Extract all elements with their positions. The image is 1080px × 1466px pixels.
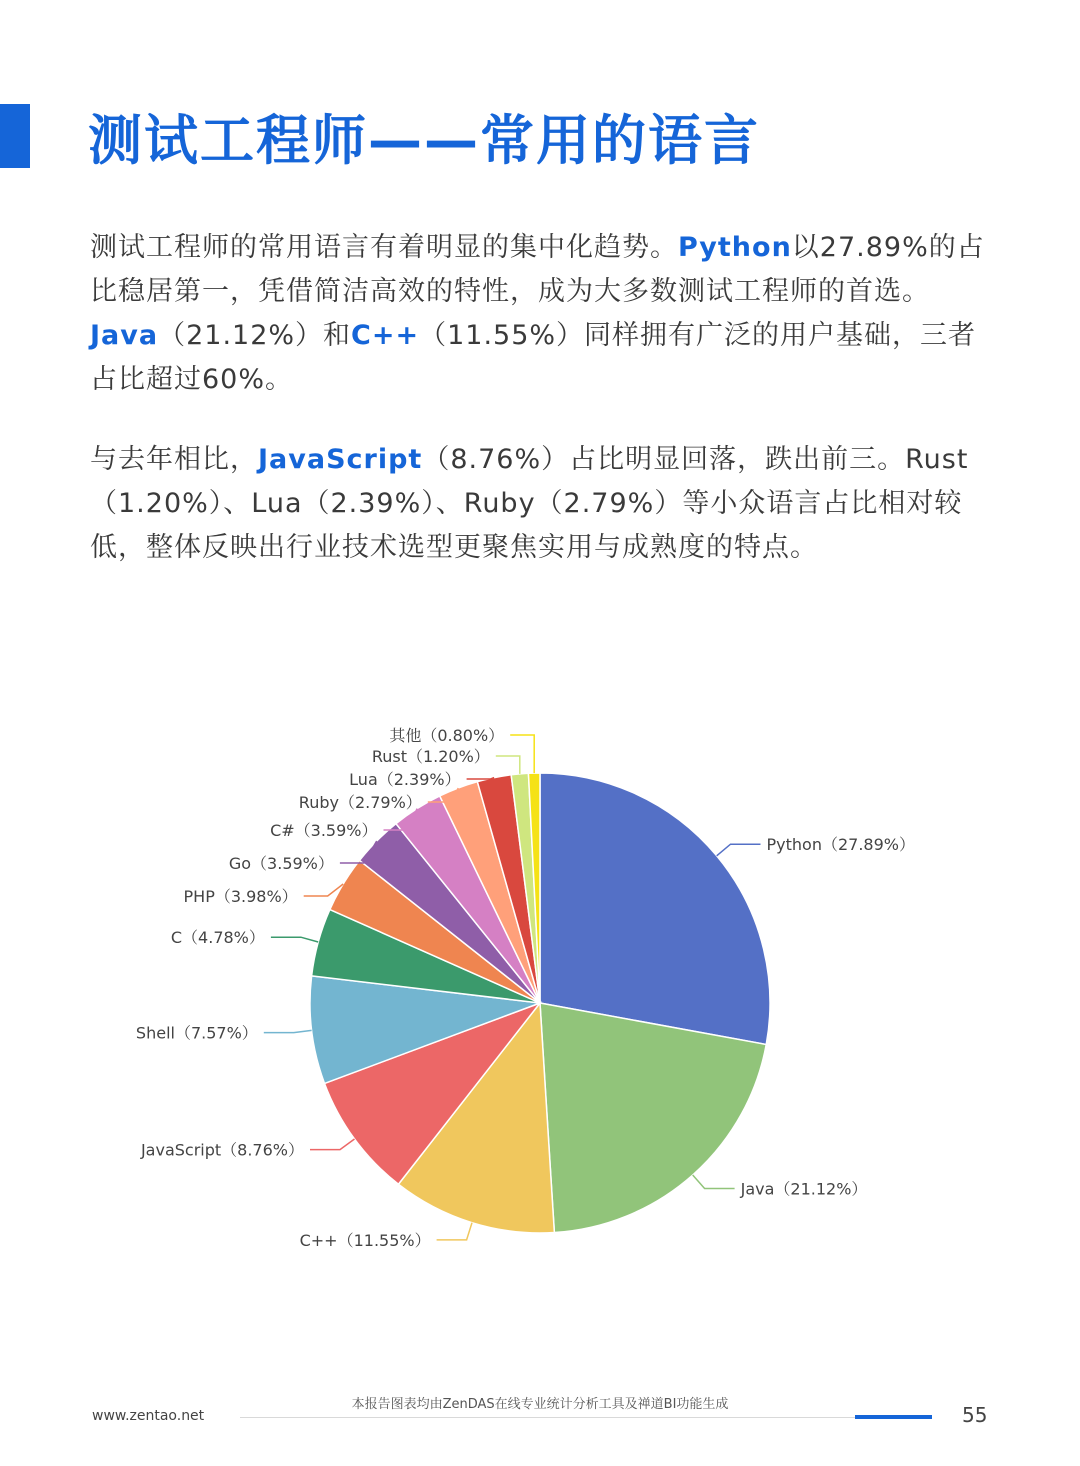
p2-text-2: （8.76%）占比明显回落，跌出前三。Rust（1.20%）、Lua（2.39%）、Ruby（2.79%）等小众语言占比相对较低，整体反映出行业技术选型更聚焦实用与成熟度的特点。 <box>90 444 969 563</box>
pie-slice-python <box>540 773 770 1045</box>
leader-line-- <box>510 735 534 773</box>
slice-label-rust: Rust（1.20%） <box>371 747 490 766</box>
leader-line-cpp <box>437 1223 472 1240</box>
leader-line-python <box>717 844 761 856</box>
intro-paragraph <box>90 226 995 402</box>
footer-divider <box>240 1417 930 1418</box>
p1-text-4: （11.55%）同样拥有广泛的用户基础，三者占比超过60%。 <box>90 320 977 395</box>
slice-label-javascript: JavaScript（8.76%） <box>140 1140 304 1160</box>
slice-label-ruby: Ruby（2.79%） <box>298 793 422 812</box>
slice-label-go: Go（3.59%） <box>228 854 334 873</box>
p2-highlight-javascript: JavaScript <box>258 444 423 475</box>
pie-slices <box>310 773 770 1233</box>
slice-label-lua: Lua（2.39%） <box>349 770 461 789</box>
comparison-paragraph <box>90 438 995 570</box>
leader-line-rust <box>496 756 520 774</box>
p1-text-1: 测试工程师的常用语言有着明显的集中化趋势。 <box>90 232 678 263</box>
p1-highlight-java: Java <box>90 320 159 351</box>
slice-label-java: Java（21.12%） <box>740 1179 868 1199</box>
title-accent-bar <box>0 104 30 168</box>
slice-label-csharp: C#（3.59%） <box>270 821 378 840</box>
p1-highlight-python: Python <box>678 232 792 263</box>
slice-label-php: PHP（3.98%） <box>183 887 298 906</box>
page-number: 55 <box>962 1403 988 1427</box>
slice-label--: 其他（0.80%） <box>389 726 505 745</box>
slice-label-cpp: C++（11.55%） <box>299 1230 431 1250</box>
page-title: 测试工程师——常用的语言 <box>88 109 760 172</box>
p1-text-3: （21.12%）和 <box>158 320 352 351</box>
p2-text-1: 与去年相比， <box>90 444 258 475</box>
leader-line-c <box>271 937 318 942</box>
p1-text-2: 以27.89%的占比稳居第一，凭借简洁高效的特性，成为大多数测试工程师的首选。 <box>90 232 985 307</box>
footer-url: www.zentao.net <box>92 1408 205 1424</box>
slice-label-python: Python（27.89%） <box>766 835 915 855</box>
slice-label-shell: Shell（7.57%） <box>135 1023 258 1043</box>
leader-line-java <box>693 1175 735 1189</box>
leader-line-javascript <box>310 1139 355 1150</box>
leader-line-shell <box>264 1030 312 1032</box>
language-pie-chart <box>0 690 1080 1290</box>
slice-label-c: C（4.78%） <box>170 928 265 948</box>
footer-note: 本报告图表均由ZenDAS在线专业统计分析工具及禅道BI功能生成 <box>351 1397 729 1412</box>
footer-accent-bar <box>855 1415 932 1419</box>
p1-highlight-cpp: C++ <box>351 320 420 351</box>
